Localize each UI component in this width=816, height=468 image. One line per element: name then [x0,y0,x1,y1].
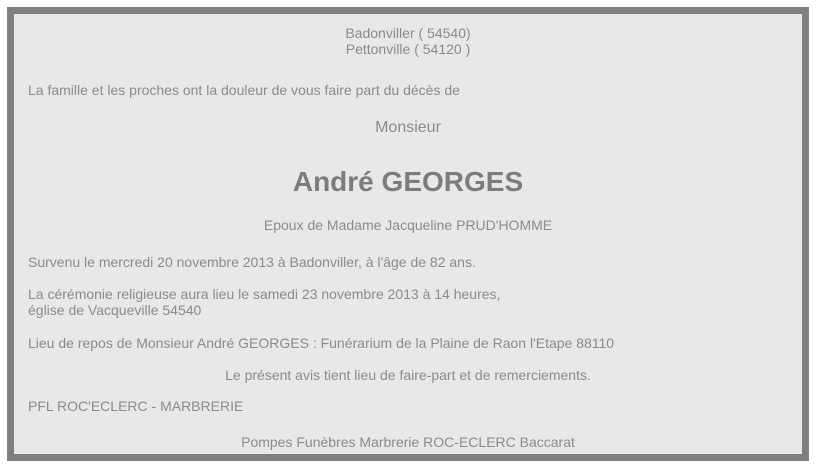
death-notice-frame [7,7,809,461]
funeral-home-line: PFL ROC'ECLERC - MARBRERIE [28,398,244,414]
ceremony-line-2: église de Vacqueville 54540 [28,302,202,318]
deceased-name: André GEORGES [292,166,524,197]
spouse-line: Epoux de Madame Jacqueline PRUD'HOMME [263,217,553,233]
civility-line: Monsieur [375,119,441,136]
location-line-2: Pettonville ( 54120 ) [345,41,471,57]
location-line-1: Badonviller ( 54540) [345,25,471,41]
faire-part-notice-line: Le présent avis tient lieu de faire-part et de remerciements. [225,367,591,383]
footer-line: Pompes Funèbres Marbrerie ROC-ECLERC Baccarat [241,434,575,450]
ceremony-block [28,286,788,318]
ceremony-line-1: La cérémonie religieuse aura lieu le samedi 23 novembre 2013 à 14 heures, [28,286,501,302]
death-notice-content [14,14,802,450]
intro-line: La famille et les proches ont la douleur de vous faire part du décès de [28,82,460,98]
death-date-line: Survenu le mercredi 20 novembre 2013 à Badonviller, à l'âge de 82 ans. [28,254,476,270]
repose-line: Lieu de repos de Monsieur André GEORGES : Funérarium de la Plaine de Raon l'Etape 88110 [28,335,615,351]
